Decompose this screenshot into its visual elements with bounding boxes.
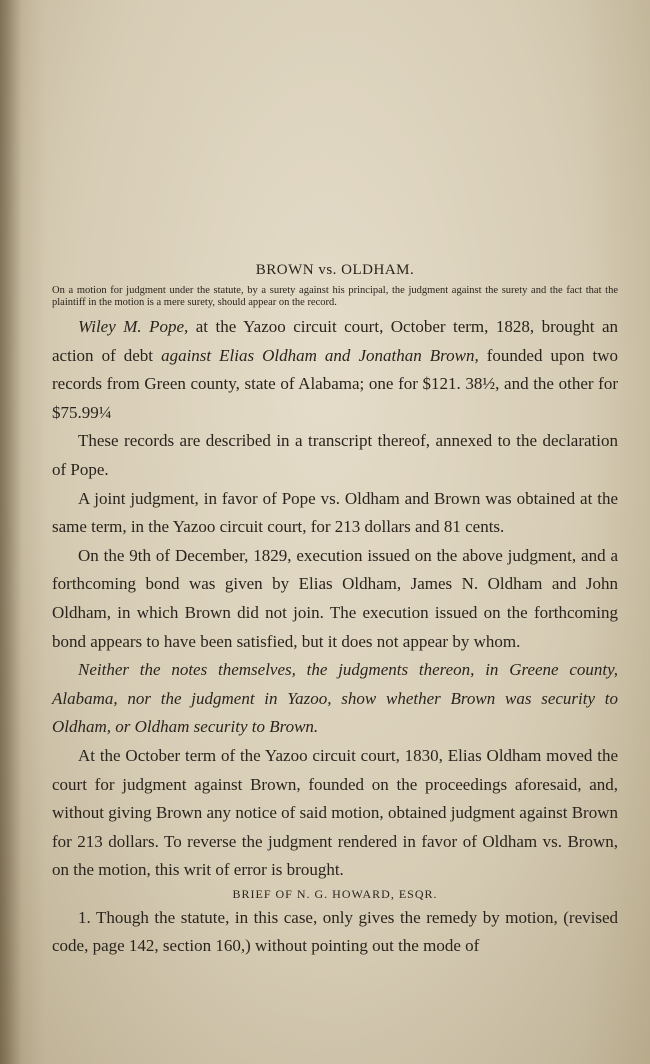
paragraph-7: 1. Though the statute, in this case, only gives the remedy by motion, (revised code, page 142, section 160,) without pointing out the mode of bbox=[52, 907, 618, 956]
paragraph-3: A joint judgment, in favor of Pope vs. Oldham and Brown was obtained at the same term, in the Yazoo circuit court, for 213 dollars and 81 cents. bbox=[52, 488, 618, 537]
paragraph-1-text-b: founded upon two records from Green county, state of Alabama; one for $121. 38½, and the other for $75.99¼ bbox=[52, 345, 619, 422]
paragraph-6: At the October term of the Yazoo circuit court, 1830, Elias Oldham moved the court for judgment against Brown, founded on the proceedings aforesaid, and, without giving Brown any notice of said motion, obtained judgment against Brown for 213 dollars. To reverse the judgment rendered in favor of Oldham vs. Brown, on the motion, this writ of error is brought. bbox=[52, 745, 618, 880]
case-title: BROWN vs. OLDHAM. bbox=[255, 262, 415, 278]
defendants-names: against Elias Oldham and Jonathan Brown, bbox=[161, 345, 479, 365]
headnote: On a motion for judgment under the statute, by a surety against his principal, the judgment against the surety and the fact that the plaintiff in the motion is a mere surety, should appear on the record. bbox=[52, 285, 618, 308]
brief-heading: BRIEF OF N. G. HOWARD, ESQR. bbox=[232, 886, 438, 901]
plaintiff-name: Wiley M. Pope, bbox=[78, 317, 189, 336]
paragraph-4: On the 9th of December, 1829, execution issued on the above judgment, and a forthcoming bond was given by Elias Oldham, James N. Oldham and John Oldham, in which Brown did not join. The execution issued on the forthcoming bond appears to have been satisfied, but it does not appear by whom. bbox=[52, 545, 618, 651]
paragraph-1-text-a: at the Yazoo circuit court, October term, 1828, brought an action of debt bbox=[52, 317, 618, 365]
paragraph-1 bbox=[52, 313, 618, 427]
paragraph-2: These records are described in a transcript thereof, annexed to the declaration of Pope. bbox=[52, 431, 618, 479]
page-content bbox=[52, 262, 618, 961]
paragraph-5: Neither the notes themselves, the judgments thereon, in Greene county, Alabama, nor the judgment in Yazoo, show whether Brown was security to Oldham, or Oldham security to Brown. bbox=[52, 660, 618, 737]
